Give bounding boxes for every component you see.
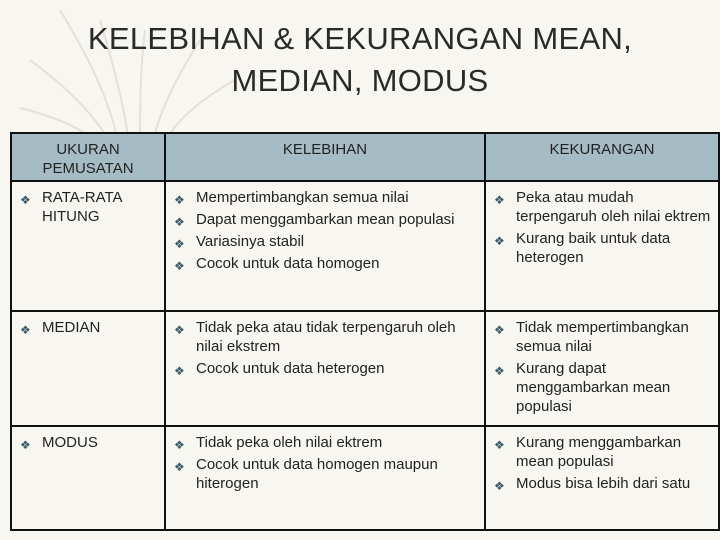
list-item: ❖ Tidak peka oleh nilai ektrem bbox=[170, 433, 480, 452]
list-item: ❖ MODUS bbox=[16, 433, 160, 452]
list-item: ❖ Cocok untuk data homogen bbox=[170, 254, 480, 273]
diamond-bullet-icon: ❖ bbox=[174, 460, 185, 474]
diamond-bullet-icon: ❖ bbox=[174, 215, 185, 229]
list-item: ❖ Kurang menggambarkan mean populasi bbox=[494, 434, 682, 470]
header-kekurangan: KEKURANGAN bbox=[485, 133, 719, 181]
diamond-bullet-icon: ❖ bbox=[174, 438, 185, 452]
header-kelebihan: KELEBIHAN bbox=[165, 133, 485, 181]
table-row bbox=[11, 426, 719, 530]
diamond-bullet-icon: ❖ bbox=[174, 193, 185, 207]
kekurangan-cell bbox=[485, 181, 719, 311]
list-item: ❖ Cocok untuk data heterogen bbox=[170, 359, 480, 378]
list-item: ❖ Cocok untuk data homogen maupun hiterogen bbox=[174, 456, 438, 492]
list-item: ❖ Tidak mempertimbangkan semua nilai bbox=[494, 319, 689, 355]
list-item: ❖ MEDIAN bbox=[16, 318, 160, 337]
diamond-bullet-icon: ❖ bbox=[20, 438, 31, 452]
list-item: ❖ Kurang baik untuk data heterogen bbox=[494, 230, 671, 266]
diamond-bullet-icon: ❖ bbox=[494, 364, 505, 378]
diamond-bullet-icon: ❖ bbox=[494, 479, 505, 493]
title-line-2: MEDIAN, MODUS bbox=[231, 63, 489, 98]
comparison-table bbox=[10, 132, 720, 531]
measure-cell bbox=[11, 311, 165, 426]
measure-cell bbox=[11, 181, 165, 311]
diamond-bullet-icon: ❖ bbox=[174, 237, 185, 251]
diamond-bullet-icon: ❖ bbox=[174, 364, 185, 378]
list-item: ❖ RATA-RATA HITUNG bbox=[20, 189, 122, 225]
table-row bbox=[11, 181, 719, 311]
kelebihan-cell bbox=[165, 426, 485, 530]
list-item: ❖ Mempertimbangkan semua nilai bbox=[170, 188, 480, 207]
diamond-bullet-icon: ❖ bbox=[494, 234, 505, 248]
header-ukuran-pemusatan: UKURAN PEMUSATAN bbox=[11, 133, 165, 181]
diamond-bullet-icon: ❖ bbox=[494, 193, 505, 207]
diamond-bullet-icon: ❖ bbox=[20, 323, 31, 337]
table-row bbox=[11, 311, 719, 426]
table-header-row bbox=[11, 133, 719, 181]
list-item: ❖ Modus bisa lebih dari satu bbox=[490, 474, 714, 493]
diamond-bullet-icon: ❖ bbox=[174, 259, 185, 273]
kekurangan-cell bbox=[485, 311, 719, 426]
kelebihan-cell bbox=[165, 181, 485, 311]
list-item: ❖ Dapat menggambarkan mean populasi bbox=[170, 210, 480, 229]
kekurangan-cell bbox=[485, 426, 719, 530]
page-title bbox=[0, 18, 720, 102]
diamond-bullet-icon: ❖ bbox=[494, 323, 505, 337]
measure-cell bbox=[11, 426, 165, 530]
list-item: ❖ Kurang dapat menggambarkan mean populasi bbox=[494, 360, 671, 415]
diamond-bullet-icon: ❖ bbox=[494, 438, 505, 452]
title-line-1: KELEBIHAN & KEKURANGAN MEAN, bbox=[87, 21, 633, 56]
list-item: ❖ Variasinya stabil bbox=[170, 232, 480, 251]
list-item: ❖ Peka atau mudah terpengaruh oleh nilai ektrem bbox=[494, 189, 711, 225]
diamond-bullet-icon: ❖ bbox=[20, 193, 31, 207]
diamond-bullet-icon: ❖ bbox=[174, 323, 185, 337]
kelebihan-cell bbox=[165, 311, 485, 426]
list-item: ❖ Tidak peka atau tidak terpengaruh oleh nilai ekstrem bbox=[174, 319, 456, 355]
